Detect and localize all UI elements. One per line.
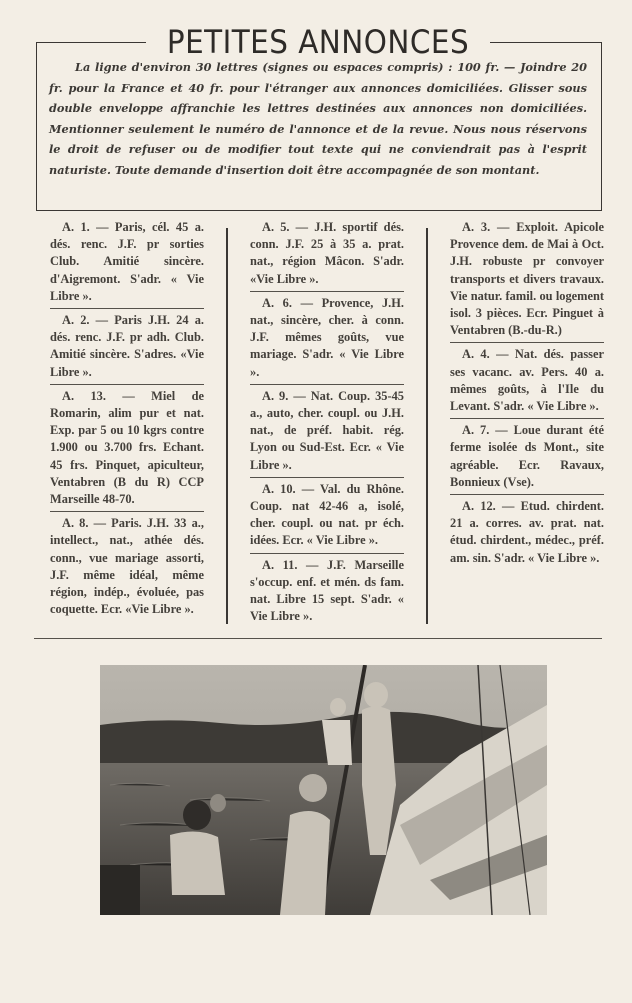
classified-ad: A. 6. — Provence, J.H. nat., sincère, cher. à conn. J.F. mêmes goûts, vue mariage. S'adr. « Vie Libre ». (250, 294, 404, 385)
classified-ad: A. 3. — Exploit. Apicole Provence dem. de Mai à Oct. J.H. robuste pr convoyer transports et divers travaux. Vie natur. famil. ou logement isol. 3 pièces. Ecr. Pinguet à Ventabren (B.-du-R.) (450, 218, 604, 343)
classified-ad: A. 7. — Loue durant été ferme isolée ds Mont., site agréable. Ecr. Ravaux, Bonnieux (Vse). (450, 421, 604, 495)
classified-ad: A. 10. — Val. du Rhône. Coup. nat 42-46 a, isolé, cher. coupl. ou nat. pr éch. idées. Ecr. « Vie Libre ». (250, 480, 404, 554)
classified-ad: A. 4. — Nat. dés. passer ses vacanc. av. Pers. 40 a. mêmes goûts, à l'Ile du Levant. S'adr. « Vie Libre ». (450, 345, 604, 419)
classified-ad: A. 11. — J.F. Marseille s'occup. enf. et mén. ds fam. nat. Libre 15 sept. S'adr. « Vie Libre ». (250, 557, 404, 624)
photo-swimmers-sailboat (100, 665, 547, 915)
intro-text: La ligne d'environ 30 lettres (signes ou espaces compris) : 100 fr. — Joindre 20 fr. pour la France et 40 fr. pour l'étranger aux annonces domiciliées. Glisser sous double enveloppe affranchie les lettres destinées aux annonces non domiciliées. Mentionner seulement le numéro de l'annonce et de la revue. Nous nous réservons le droit de refuser ou de modifier tout texte qui ne conviendrait pas à l'esprit naturiste. Toute demande d'insertion doit être accompagnée de son montant. (49, 60, 587, 177)
classifieds-columns (44, 218, 604, 630)
column-divider (426, 228, 428, 624)
column-divider (226, 228, 228, 624)
classified-ad: A. 13. — Miel de Romarin, alim pur et nat. Exp. par 5 ou 10 kgrs contre 1.900 ou 3.700 frs. Echant. 45 frs. Pinquet, apiculteur, Ventabren (B du R) CCP Marseille 48-70. (50, 387, 204, 512)
section-divider (34, 638, 602, 639)
photo-illustration (100, 665, 547, 915)
classified-ad: A. 8. — Paris. J.H. 33 a., intellect., nat., athée dés. conn., vue mariage assorti, J.F. même idéal, même région, indép., évoluée, pas coquette. Ecr. «Vie Libre ». (50, 516, 204, 617)
classified-ad: A. 2. — Paris J.H. 24 a. dés. renc. J.F. pr adh. Club. Amitié sincère. S'adres. «Vie Libre ». (50, 311, 204, 385)
classified-ad: A. 1. — Paris, cél. 45 a. dés. renc. J.F. pr sorties Club. Amitié sincère. d'Aigremont. S'adr. « Vie Libre ». (50, 218, 204, 309)
classified-ad: A. 9. — Nat. Coup. 35-45 a., auto, cher. coupl. ou J.H. nat., de préf. habit. rég. Lyon ou Sud-Est. Ecr. « Vie Libre ». (250, 387, 404, 478)
column-3 (450, 218, 604, 572)
intro-box (36, 42, 602, 211)
classifieds-section (0, 218, 632, 945)
classified-ad: A. 12. — Etud. chirdent. 21 a. corres. av. prat. nat. étud. chirdent., médec., préf. am. sin. S'adr. « Vie Libre ». (450, 499, 604, 565)
classified-ad: A. 5. — J.H. sportif dés. conn. J.F. 25 à 35 a. prat. nat., région Mâcon. S'adr. «Vie Libre ». (250, 218, 404, 292)
column-2 (250, 218, 404, 630)
page-title: PETITES ANNONCES (166, 23, 470, 61)
column-1 (50, 218, 204, 623)
